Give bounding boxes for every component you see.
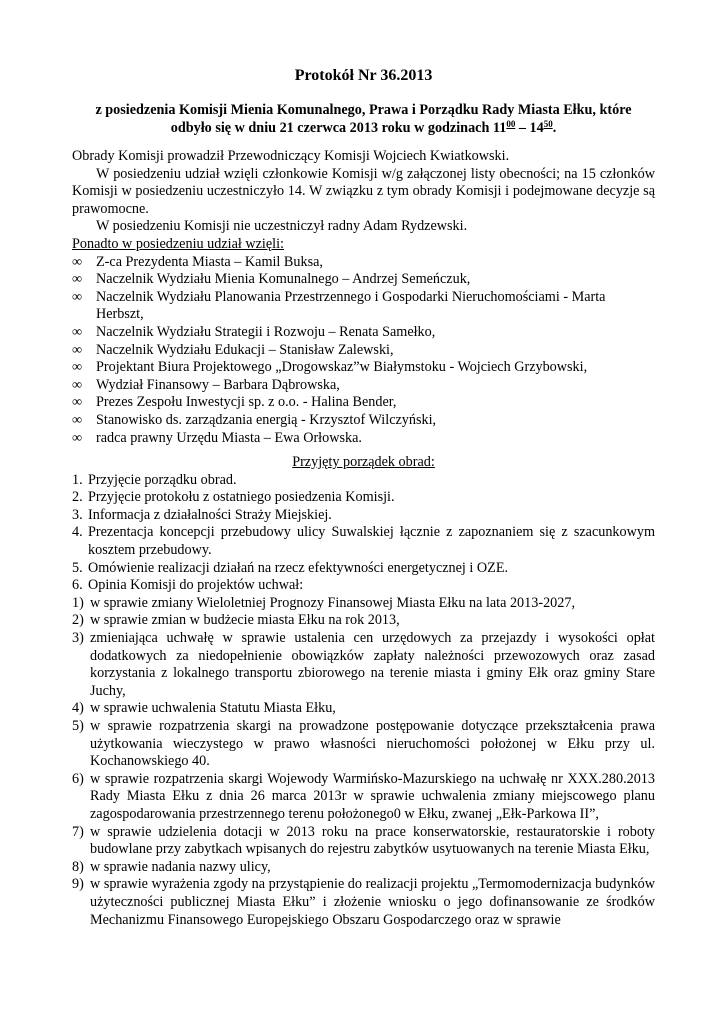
resolution-item: 9) w sprawie wyrażenia zgody na przystąpienie do realizacji projektu „Termomodernizacja budynków użyteczności publicznej Miasta Ełku” i złożenie wniosku o jego dofinansowanie ze środków Mechanizmu Finansowego Europejskiego Obszaru Gospodarczego oraz w sprawie	[72, 876, 655, 928]
resolutions-list	[72, 595, 655, 929]
resolution-item: 8) w sprawie nadania nazwy ulicy,	[72, 858, 271, 875]
agenda-heading: Przyjęty porządek obrad:	[292, 454, 435, 471]
intro-absent: W posiedzeniu Komisji nie uczestniczył radny Adam Rydzewski.	[96, 218, 468, 235]
document-title: Protokół Nr 36.2013	[294, 67, 433, 84]
infinity-bullet-icon: ∞	[72, 271, 83, 288]
agenda-item: 6. Opinia Komisji do projektów uchwał:	[72, 577, 304, 594]
resolution-item: 6) w sprawie rozpatrzenia skargi Wojewody Warmińsko-Mazurskiego na uchwałę nr XXX.280.2013 Rady Miasta Ełku z dnia 26 marca 2013r w sprawie uchwalenia zmiany miejscowego planu zagospodarowania przestrzennego terenu położonego0 w Ełku, zwanej „Ełk-Parkowa II”,	[72, 770, 655, 822]
list-item: ∞ Naczelnik Wydziału Edukacji – Stanisław Zalewski,	[72, 341, 394, 358]
infinity-bullet-icon: ∞	[72, 253, 83, 270]
subtitle-date-text: odbyło się w dniu 21 czerwca 2013 roku w godzinach 11	[170, 119, 507, 136]
list-item: ∞ Naczelnik Wydziału Planowania Przestrzennego i Gospodarki Nieruchomościami - Marta Herbszt,	[72, 288, 606, 323]
resolution-item: 4) w sprawie uchwalenia Statutu Miasta Ełku,	[72, 700, 336, 717]
document-body	[72, 148, 655, 929]
document-subtitle	[72, 102, 655, 137]
subtitle-line-2	[72, 120, 655, 138]
infinity-bullet-icon: ∞	[72, 323, 83, 340]
list-item: ∞ radca prawny Urzędu Miasta – Ewa Orłowska.	[72, 429, 362, 446]
participants-list	[72, 254, 655, 448]
intro-attendance: W posiedzeniu udział wzięli członkowie Komisji w/g załączonej listy obecności; na 15 członków Komisji w posiedzeniu uczestniczyło 14. W związku z tym obrady Komisji i podejmowane decyzje są prawomocne.	[72, 165, 655, 217]
infinity-bullet-icon: ∞	[72, 411, 83, 428]
start-minutes: 00	[506, 118, 516, 129]
subtitle-line-1: z posiedzenia Komisji Mienia Komunalnego, Prawa i Porządku Rady Miasta Ełku, które	[95, 102, 632, 118]
agenda-item: 3. Informacja z działalności Straży Miejskiej.	[72, 506, 332, 523]
resolution-item: 5) w sprawie rozpatrzenia skargi na prowadzone postępowanie dotyczące przekształcenia prawa użytkowania wieczystego w prawo własności nieruchomości położonej w Ełku przy ul. Kochanowskiego 40.	[72, 718, 655, 770]
agenda-list	[72, 472, 655, 595]
infinity-bullet-icon: ∞	[72, 376, 83, 393]
list-item: ∞ Z-ca Prezydenta Miasta – Kamil Buksa,	[72, 253, 323, 270]
infinity-bullet-icon: ∞	[72, 429, 83, 446]
agenda-item: 2. Przyjęcie protokołu z ostatniego posiedzenia Komisji.	[72, 489, 395, 506]
resolution-item: 2) w sprawie zmian w budżecie miasta Ełku na rok 2013,	[72, 612, 400, 629]
resolution-item: 7) w sprawie udzielenia dotacji w 2013 roku na prace konserwatorskie, restauratorskie i roboty budowlane przy zabytkach wpisanych do rejestru zabytków usytuowanych na terenie Miasta Ełku,	[72, 823, 655, 858]
time-dash: – 14	[515, 119, 544, 136]
list-item: ∞ Projektant Biura Projektowego „Drogowskaz”w Białymstoku - Wojciech Grzybowski,	[72, 359, 588, 376]
list-item: ∞ Wydział Finansowy – Barbara Dąbrowska,	[72, 376, 340, 393]
list-item: ∞ Naczelnik Wydziału Strategii i Rozwoju – Renata Samełko,	[72, 323, 436, 340]
list-item: ∞ Prezes Zespołu Inwestycji sp. z o.o. - Halina Bender,	[72, 394, 397, 411]
infinity-bullet-icon: ∞	[72, 288, 83, 305]
infinity-bullet-icon: ∞	[72, 341, 83, 358]
agenda-item: 4. Prezentacja koncepcji przebudowy ulicy Suwalskiej łącznie z zapoznaniem się z szacunkowym kosztem przebudowy.	[72, 524, 655, 559]
end-minutes: 50	[543, 118, 553, 129]
agenda-item: 5. Omówienie realizacji działań na rzecz efektywności energetycznej i OZE.	[72, 559, 509, 576]
list-item: ∞ Naczelnik Wydziału Mienia Komunalnego – Andrzej Semeńczuk,	[72, 271, 471, 288]
participants-heading: Ponadto w posiedzeniu udział wzięli:	[72, 235, 284, 252]
infinity-bullet-icon: ∞	[72, 359, 83, 376]
subtitle-end: .	[552, 119, 557, 136]
agenda-item: 1. Przyjęcie porządku obrad.	[72, 471, 237, 488]
resolution-item: 1) w sprawie zmiany Wieloletniej Prognozy Finansowej Miasta Ełku na lata 2013-2027,	[72, 594, 575, 611]
intro-chair: Obrady Komisji prowadził Przewodniczący Komisji Wojciech Kwiatkowski.	[72, 148, 510, 164]
list-item: ∞ Stanowisko ds. zarządzania energią - Krzysztof Wilczyński,	[72, 411, 437, 428]
infinity-bullet-icon: ∞	[72, 394, 83, 411]
resolution-item: 3) zmieniająca uchwałę w sprawie ustalenia cen urzędowych za przejazdy i wysokości opłat dodatkowych za niedopełnienie obowiązków zapłaty należności przewozowych oraz zasad korzystania z lokalnego transportu zbiorowego na terenie miasta i gminy Ełk oraz gminy Stare Juchy,	[72, 630, 655, 699]
